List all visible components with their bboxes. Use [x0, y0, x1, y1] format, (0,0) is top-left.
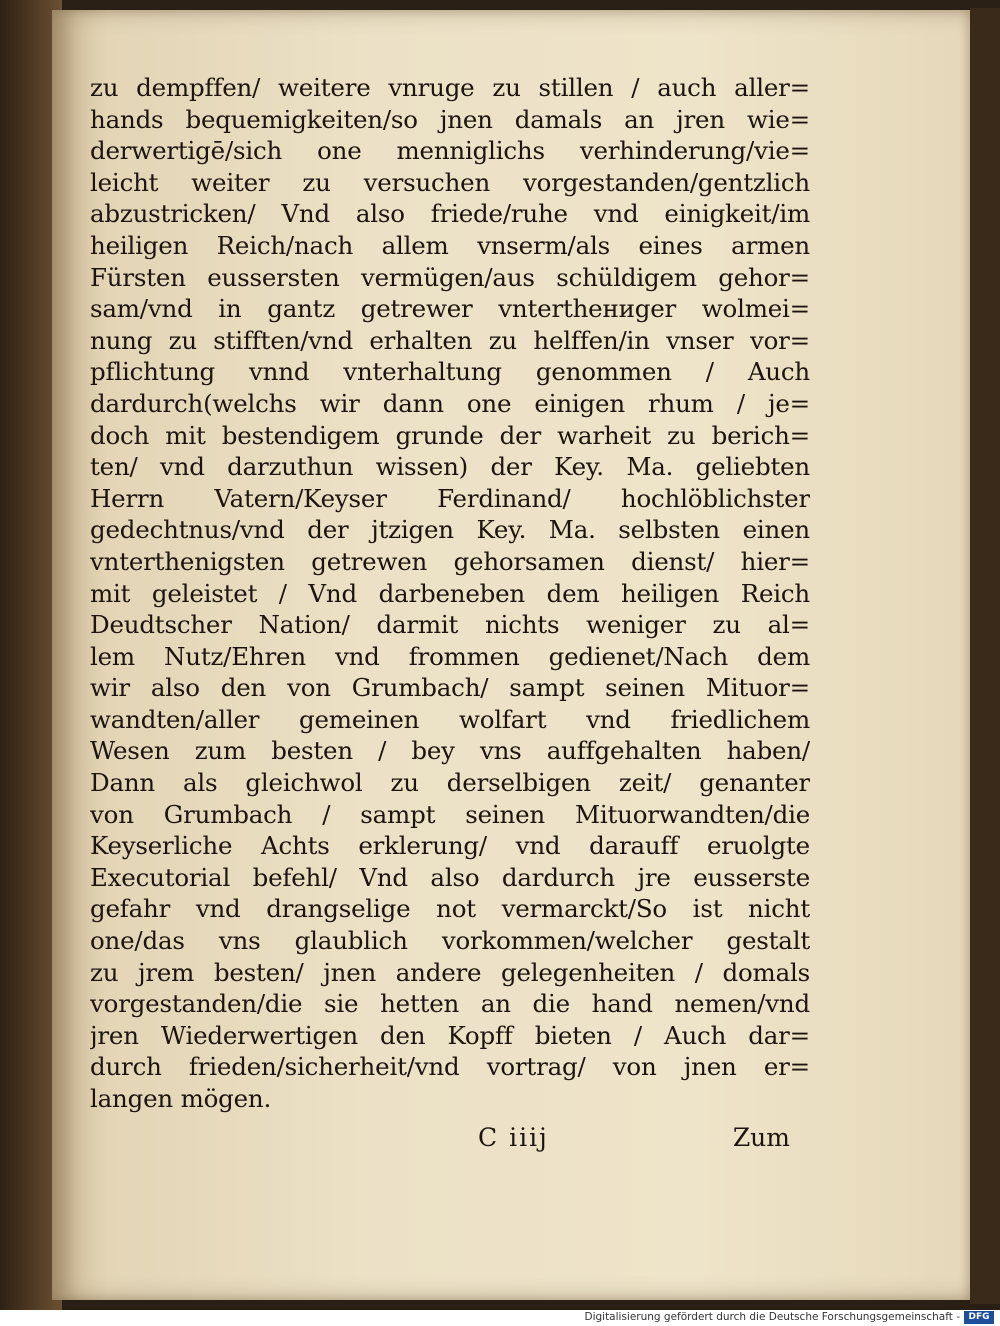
text-line: vorgestanden/die sie hetten an die hand nemen/vnd: [90, 989, 810, 1019]
text-line: sam/vnd in gantz getrewer vnterthениger wolmei=: [90, 294, 810, 324]
text-line: langen mögen.: [90, 1084, 272, 1113]
text-line: Executorial befehl/ Vnd also dardurch jre eusserste: [90, 862, 810, 892]
text-line: nung zu stifften/vnd erhalten zu helffen/in vnser vor=: [90, 325, 810, 355]
text-line: doch mit bestendigem grunde der warheit zu berich=: [90, 420, 810, 450]
text-line: vnterthenigsten getrewen gehorsamen dienst/ hier=: [90, 546, 810, 576]
text-line: leicht weiter zu versuchen vorgestanden/gentzlich: [90, 167, 810, 197]
digitization-credit-bar: [0, 1310, 1000, 1326]
text-line: wandten/aller gemeinen wolfart vnd friedlichem: [90, 704, 810, 734]
text-line: jren Wiederwertigen den Kopff bieten / Auch dar=: [90, 1020, 810, 1050]
text-line: Deudtscher Nation/ darmit nichts weniger zu al=: [90, 610, 810, 640]
text-line: Fürsten eussersten vermügen/aus schüldigem gehor=: [90, 262, 810, 292]
text-line: abzustricken/ Vnd also friede/ruhe vnd einigkeit/im: [90, 199, 810, 229]
page-footer: [90, 1123, 790, 1157]
text-line: ten/ vnd darzuthun wissen) der Key. Ma. geliebten: [90, 452, 810, 482]
text-line: durch frieden/sicherheit/vnd vortrag/ von jnen er=: [90, 1052, 810, 1082]
text-line: heiligen Reich/nach allem vnserm/als eines armen: [90, 230, 810, 260]
text-line: pflichtung vnnd vnterhaltung genommen / Auch: [90, 357, 810, 387]
text-line: wir also den von Grumbach/ sampt seinen Mituor=: [90, 673, 810, 703]
text-line: mit geleistet / Vnd darbeneben dem heiligen Reich: [90, 578, 810, 608]
text-line: hands bequemigkeiten/so jnen damals an jren wie=: [90, 104, 810, 134]
text-line: Dann als gleichwol zu derselbigen zeit/ genanter: [90, 768, 810, 798]
text-line: dardurch(welchs wir dann one einigen rhum / je=: [90, 388, 810, 418]
signature-mark: C iiij: [478, 1123, 549, 1152]
text-line: derwertigē/sich one menniglichs verhinderung/vie=: [90, 136, 810, 166]
text-line: von Grumbach / sampt seinen Mituorwandten/die: [90, 799, 810, 829]
text-line: Herrn Vatern/Keyser Ferdinand/ hochlöblichster: [90, 483, 810, 513]
text-line: zu jrem besten/ jnen andere gelegenheiten / domals: [90, 957, 810, 987]
dfg-logo: DFG: [964, 1311, 994, 1324]
text-line: lem Nutz/Ehren vnd frommen gedienet/Nach dem: [90, 641, 810, 671]
text-line: zu dempffen/ weitere vnruge zu stillen / auch aller=: [90, 73, 810, 102]
text-line: gedechtnus/vnd der jtzigen Key. Ma. selbsten einen: [90, 515, 810, 545]
catchword: Zum: [732, 1123, 790, 1152]
page-edge-shadow: [970, 8, 1000, 1304]
body-text: [90, 72, 810, 1115]
text-line: Wesen zum besten / bey vns auffgehalten haben/: [90, 736, 810, 766]
text-line: gefahr vnd drangselige not vermarckt/So ist nicht: [90, 894, 810, 924]
dfg-credit-text: Digitalisierung gefördert durch die Deutsche Forschungsgemeinschaft -: [584, 1311, 960, 1323]
text-line: one/das vns glaublich vorkommen/welcher gestalt: [90, 926, 810, 956]
text-line: Keyserliche Achts erklerung/ vnd darauff eruolgte: [90, 831, 810, 861]
